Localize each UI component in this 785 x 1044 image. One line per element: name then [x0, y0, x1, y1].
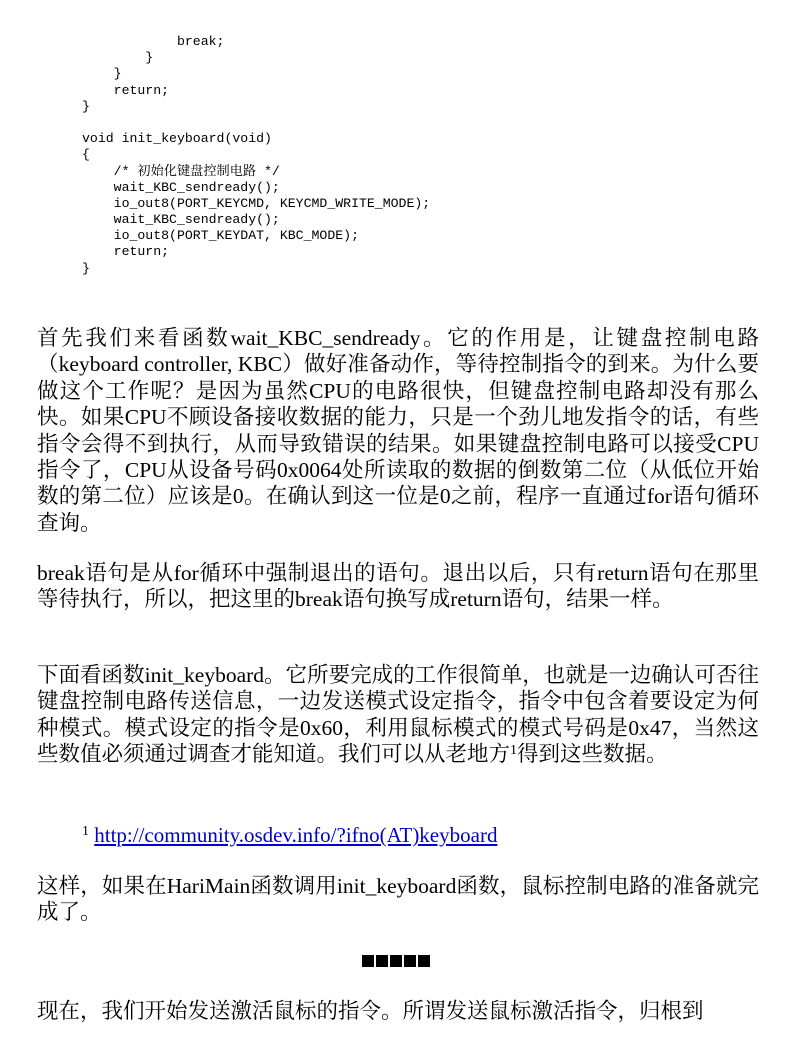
footnote-mark: 1 — [82, 824, 89, 839]
separator-square-icon — [376, 955, 388, 967]
code-line: { — [82, 147, 90, 163]
paragraph-break-statement: break语句是从for循环中强制退出的语句。退出以后，只有return语句在那里等待执行，所以，把这里的break语句换写成return语句，结果一样。 — [37, 561, 759, 612]
footnote-reference[interactable]: 1 — [510, 743, 518, 759]
code-line: } — [82, 66, 122, 82]
paragraph-wait-kbc-sendready: 首先我们来看函数wait_KBC_sendready。它的作用是，让键盘控制电路（keyboard controller, KBC）做好准备动作，等待控制指令的到来。为什么要做这个工作呢？是因为虽然CPU的电路很快，但键盘控制电路却没有那么快。如果CPU不顾设备接收数据的能力，只是一个劲儿地发指令的话，有些指令会得不到执行，从而导致错误的结果。如果键盘控制电路可以接受CPU指令了，CPU从设备号码0x0064处所读取的数据的倒数第二位（从低位开始数的第二位）应该是0。在确认到这一位是0之前，程序一直通过for语句循环查询。 — [37, 326, 759, 535]
code-line: wait_KBC_sendready(); — [82, 212, 280, 228]
code-line: void init_keyboard(void) — [82, 131, 272, 147]
code-line: } — [82, 98, 90, 114]
paragraph-init-keyboard-text: 下面看函数init_keyboard。它所要完成的工作很简单，也就是一边确认可否往键盘控制电路传送信息，一边发送模式设定指令，指令中包含着要设定为何种模式。模式设定的指令是0x60，利用鼠标模式的模式号码是0x47，当然这些数值必须通过调查才能知道。我们可以从老地方 — [37, 663, 759, 767]
paragraph-mouse-activation: 现在，我们开始发送激活鼠标的指令。所谓发送鼠标激活指令，归根到 — [37, 999, 704, 1023]
separator-square-icon — [418, 955, 430, 967]
code-line — [82, 115, 430, 131]
separator-square-icon — [404, 955, 416, 967]
code-line: wait_KBC_sendready(); — [82, 179, 280, 195]
paragraph-init-keyboard-tail: 得到这些数据。 — [517, 742, 668, 767]
code-line: } — [82, 260, 90, 276]
paragraph-init-keyboard — [37, 662, 759, 768]
code-line: return; — [82, 244, 170, 260]
code-line: } — [82, 50, 154, 66]
separator-square-icon — [390, 955, 402, 967]
footnote-link[interactable]: http://community.osdev.info/?ifno(AT)keyboard — [94, 823, 498, 847]
code-block — [82, 34, 430, 277]
footnote — [82, 822, 497, 848]
code-line: io_out8(PORT_KEYCMD, KEYCMD_WRITE_MODE); — [82, 195, 431, 211]
code-line: return; — [82, 82, 170, 98]
paragraph-harimain: 这样，如果在HariMain函数调用init_keyboard函数，鼠标控制电路的准备就完成了。 — [37, 874, 759, 925]
code-line: /* 初始化键盘控制电路 */ — [82, 163, 280, 179]
separator-square-icon — [362, 955, 374, 967]
code-line: break; — [82, 34, 225, 49]
section-separator — [362, 955, 430, 971]
code-line: io_out8(PORT_KEYDAT, KBC_MODE); — [82, 228, 359, 244]
